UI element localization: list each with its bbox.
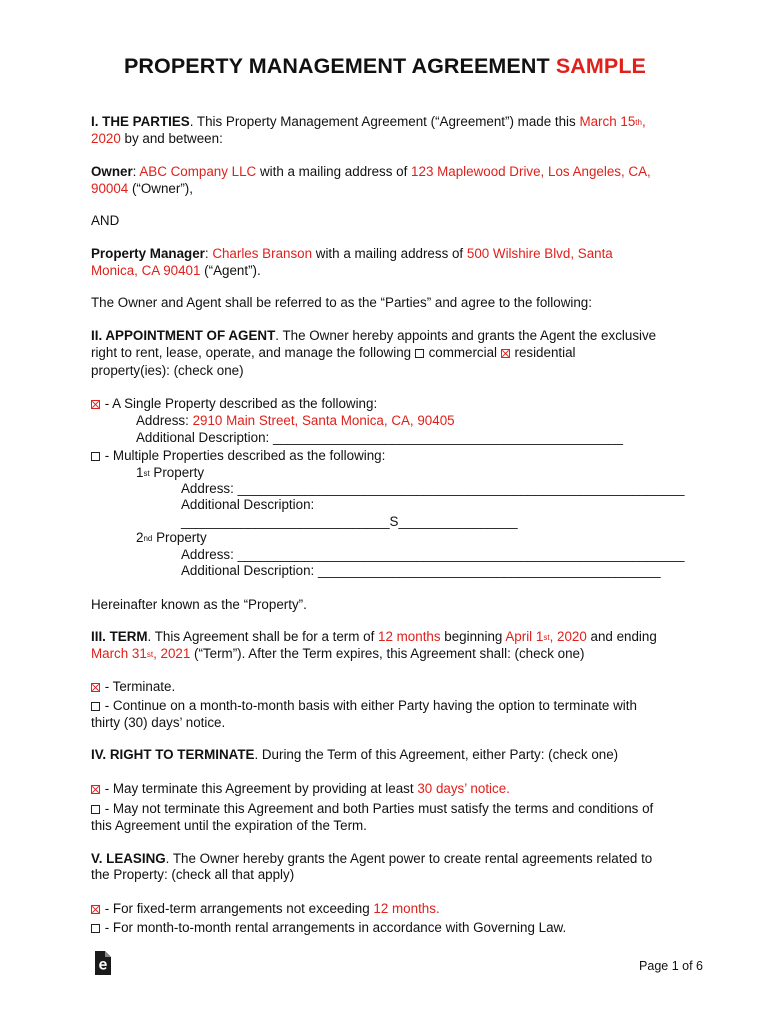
property-2-label: Property: [152, 530, 207, 545]
manager-end-text: (“Agent”).: [200, 263, 261, 278]
notice-period: 30 days’ notice.: [417, 781, 510, 796]
manager-mid-text: with a mailing address of: [312, 246, 467, 261]
appointment-line-1: [91, 327, 656, 344]
term-line-2: [91, 645, 584, 662]
term-beginning-text: beginning: [440, 629, 506, 644]
right-text: . During the Term of this Agreement, either Party: (check one): [254, 747, 619, 762]
property-1-description-line: ____________________________S________________: [181, 514, 518, 529]
continue-label: - Continue on a month-to-month basis with either Party having the option to terminate with: [101, 698, 637, 713]
leasing-option-fixed: [91, 900, 440, 917]
month-to-month-checkbox[interactable]: [91, 924, 100, 933]
parties-definition: The Owner and Agent shall be referred to as the “Parties” and agree to the following:: [91, 295, 592, 310]
term-start-year: , 2020: [549, 629, 587, 644]
single-property-label: - A Single Property described as the following:: [104, 396, 378, 411]
leasing-text-2: the Property: (check all that apply): [91, 867, 295, 882]
and-text: AND: [91, 213, 120, 228]
agreement-year: 2020: [91, 131, 121, 146]
property-2-heading: [136, 529, 207, 546]
term-text-1: . This Agreement shall be for a term of: [147, 629, 379, 644]
leasing-line-1: [91, 850, 652, 867]
multiple-properties-label: - Multiple Properties described as the following:: [104, 448, 386, 463]
agreement-date-suffix: th: [635, 118, 642, 127]
section-heading-right-to-terminate: IV. RIGHT TO TERMINATE: [91, 747, 255, 762]
residential-checkbox[interactable]: [501, 349, 510, 358]
right-option-may: [91, 780, 510, 797]
term-start-suffix: st: [543, 633, 550, 642]
appointment-text-1: . The Owner hereby appoints and grants the Agent the exclusive: [275, 328, 657, 343]
parties-line-2: [91, 130, 223, 147]
owner-address: 123 Maplewood Drive, Los Angeles, CA,: [411, 164, 651, 179]
manager-label: Property Manager: [91, 246, 205, 261]
property-2-additional-description: Additional Description: ______________________________________________: [181, 563, 661, 578]
property-1-number: 1: [136, 465, 144, 480]
may-not-terminate-label-2: this Agreement until the expiration of the Term.: [91, 818, 367, 833]
leasing-option-monthly: [91, 919, 566, 936]
term-start-date: April 1: [505, 629, 544, 644]
fixed-term-months: 12 months: [373, 901, 436, 916]
property-1-heading: [136, 464, 204, 481]
title-sample-label: SAMPLE: [555, 54, 647, 78]
property-2-number: 2: [136, 530, 144, 545]
section-heading-appointment: II. APPOINTMENT OF AGENT: [91, 328, 276, 343]
agreement-date: March 15: [579, 114, 636, 129]
owner-mid-text: with a mailing address of: [256, 164, 412, 179]
property-1-label: Property: [149, 465, 205, 480]
fixed-term-checkbox[interactable]: [91, 905, 100, 914]
single-property-option: [91, 395, 377, 412]
leasing-text-1: . The Owner hereby grants the Agent power to create rental agreements related to: [165, 851, 653, 866]
parties-line-1: [91, 113, 646, 130]
term-line-1: [91, 628, 657, 645]
multiple-properties-option: [91, 447, 385, 464]
term-end-suffix: st: [146, 650, 154, 659]
continue-checkbox[interactable]: [91, 702, 100, 711]
manager-city-zip: Monica, CA 90401: [91, 263, 201, 278]
multiple-properties-checkbox[interactable]: [91, 452, 100, 461]
property-1-suffix: st: [143, 469, 150, 478]
appointment-line-2: [91, 344, 576, 361]
manager-line-1: Property Manager: Charles Branson with a mailing address of 500 Wilshire Blvd, Santa: [91, 246, 613, 261]
property-1-additional-description: Additional Description:: [181, 497, 315, 512]
right-option-may-not: [91, 800, 653, 817]
section-heading-term: III. TERM: [91, 629, 148, 644]
property-2-suffix: nd: [143, 534, 153, 543]
terminate-label: - Terminate.: [101, 679, 176, 694]
address-label: Address:: [136, 413, 193, 428]
may-terminate-label: - May terminate this Agreement by providing at least: [101, 781, 418, 796]
appointment-text-3: property(ies): (check one): [91, 363, 244, 378]
single-property-checkbox[interactable]: [91, 400, 100, 409]
term-end-year: , 2021: [153, 646, 191, 661]
agreement-date-comma: ,: [641, 114, 646, 129]
term-ending-text: and ending: [586, 629, 657, 644]
parties-intro-text: . This Property Management Agreement (“Agreement”) made this: [189, 114, 580, 129]
single-additional-description: Additional Description: _______________________________________________: [136, 430, 623, 445]
term-text-2: (“Term”). After the Term expires, this Agreement shall: (check one): [190, 646, 585, 661]
section-heading-leasing: V. LEASING: [91, 851, 166, 866]
commercial-checkbox[interactable]: [415, 349, 424, 358]
eforms-logo-icon: [93, 950, 113, 976]
title-text: PROPERTY MANAGEMENT AGREEMENT: [123, 54, 550, 78]
property-2-address: Address: ____________________________________________________________: [181, 547, 685, 562]
owner-name: ABC Company LLC: [139, 164, 257, 179]
term-option-terminate: [91, 678, 175, 695]
section-heading-parties: I. THE PARTIES: [91, 114, 190, 129]
continue-label-2: thirty (30) days’ notice.: [91, 715, 226, 730]
fixed-term-period: .: [435, 901, 440, 916]
term-end-date: March 31: [91, 646, 147, 661]
month-to-month-label: - For month-to-month rental arrangements in accordance with Governing Law.: [101, 920, 567, 935]
owner-end-text: (“Owner”),: [128, 181, 193, 196]
residential-label: residential: [514, 345, 576, 360]
single-address-line: [136, 412, 455, 429]
parties-between-text: by and between:: [120, 131, 223, 146]
manager-address: 500 Wilshire Blvd, Santa: [466, 246, 613, 261]
manager-line-2: [91, 262, 261, 279]
owner-line-1: Owner: ABC Company LLC with a mailing address of 123 Maplewood Drive, Los Angeles, CA,: [91, 164, 651, 179]
may-not-terminate-checkbox[interactable]: [91, 805, 100, 814]
property-definition: Hereinafter known as the “Property”.: [91, 597, 307, 612]
page-number: Page 1 of 6: [639, 959, 703, 973]
may-terminate-checkbox[interactable]: [91, 785, 100, 794]
terminate-checkbox[interactable]: [91, 683, 100, 692]
owner-line-2: [91, 180, 193, 197]
manager-name: Charles Branson: [212, 246, 313, 261]
term-length: 12 months: [378, 629, 441, 644]
term-option-continue: [91, 697, 637, 714]
fixed-term-label: - For fixed-term arrangements not exceeding: [101, 901, 374, 916]
single-address-value: 2910 Main Street, Santa Monica, CA, 90405: [192, 413, 455, 428]
appointment-text-2: right to rent, lease, operate, and manage the following: [91, 345, 415, 360]
document-title: [0, 54, 770, 79]
owner-zip: 90004: [91, 181, 129, 196]
commercial-label: commercial: [428, 345, 498, 360]
owner-label: Owner: [91, 164, 133, 179]
may-not-terminate-label: - May not terminate this Agreement and both Parties must satisfy the terms and conditions of: [101, 801, 654, 816]
property-1-address: Address: ____________________________________________________________: [181, 481, 685, 496]
right-line-1: [91, 746, 618, 763]
